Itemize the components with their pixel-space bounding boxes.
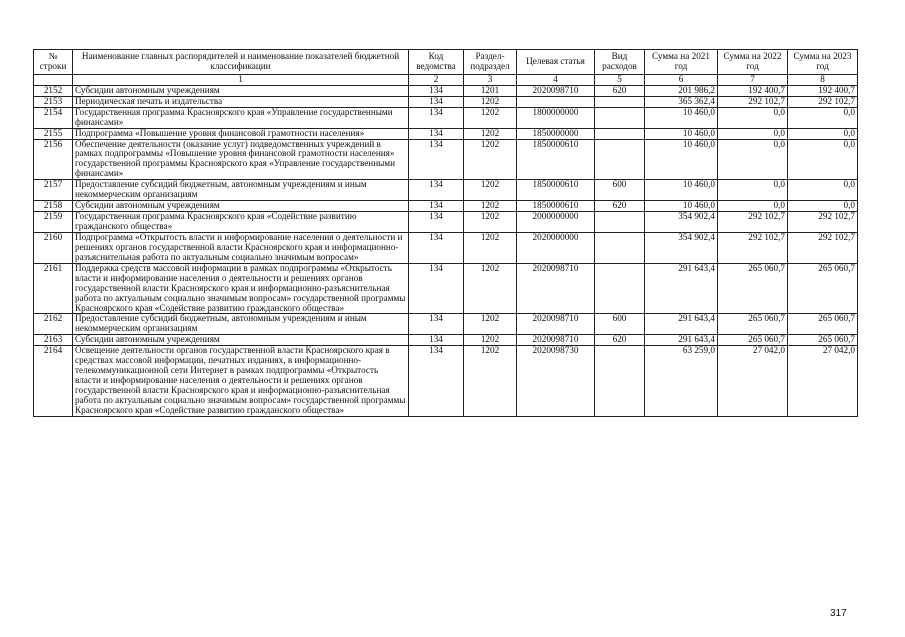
- row-number-cell: 2153: [34, 96, 73, 107]
- section-cell: 1202: [464, 201, 517, 212]
- target-article-cell: 1850000000: [517, 128, 595, 139]
- sum-2022-cell: 292 102,7: [718, 212, 788, 233]
- sum-2022-cell: 0,0: [718, 128, 788, 139]
- sum-2022-cell: 265 060,7: [718, 314, 788, 335]
- sum-2023-cell: 292 102,7: [788, 212, 858, 233]
- expense-type-cell: [595, 139, 645, 180]
- sum-2022-cell: 0,0: [718, 201, 788, 212]
- header-sum-2021: Сумма на 2021 год: [645, 50, 718, 75]
- dept-code-cell: 134: [409, 128, 464, 139]
- expense-type-cell: 600: [595, 314, 645, 335]
- sum-2022-cell: 292 102,7: [718, 232, 788, 263]
- sum-2023-cell: 192 400,7: [788, 85, 858, 96]
- sum-2023-cell: 0,0: [788, 180, 858, 201]
- target-article-cell: 1850000610: [517, 201, 595, 212]
- table-body: [34, 85, 858, 416]
- sum-2023-cell: 265 060,7: [788, 335, 858, 346]
- target-article-cell: 1800000000: [517, 107, 595, 128]
- section-cell: 1202: [464, 263, 517, 314]
- dept-code-cell: 134: [409, 96, 464, 107]
- sum-2023-cell: 0,0: [788, 201, 858, 212]
- sum-2021-cell: 291 643,4: [645, 314, 718, 335]
- column-number: 1: [73, 74, 409, 85]
- row-number-cell: 2157: [34, 180, 73, 201]
- row-number-cell: 2154: [34, 107, 73, 128]
- row-name-cell: Освещение деятельности органов государственной власти Красноярского края в средствах массовой информации, печатных изданиях, в информационно-телекоммуникационной сети Интернет в рамках подпрограммы «Открытость власти и информирование населения о деятельности и решениях органов государственной власти Красноярского края и информационно-разъяснительная работа по актуальным социально значимым вопросам» государственной программы Красноярского края «Содействие развитию гражданского общества»: [73, 346, 409, 417]
- row-name-cell: Периодическая печать и издательства: [73, 96, 409, 107]
- table-row: [34, 232, 858, 263]
- expense-type-cell: [595, 212, 645, 233]
- row-number-cell: 2162: [34, 314, 73, 335]
- expense-type-cell: [595, 96, 645, 107]
- sum-2022-cell: 0,0: [718, 139, 788, 180]
- dept-code-cell: 134: [409, 263, 464, 314]
- sum-2021-cell: 201 986,2: [645, 85, 718, 96]
- row-name-cell: Подпрограмма «Повышение уровня финансовой грамотности населения»: [73, 128, 409, 139]
- dept-code-cell: 134: [409, 85, 464, 96]
- table-row: [34, 96, 858, 107]
- sum-2022-cell: 265 060,7: [718, 335, 788, 346]
- column-number: 2: [409, 74, 464, 85]
- expense-type-cell: [595, 128, 645, 139]
- row-name-cell: Государственная программа Красноярского края «Управление государственными финансами»: [73, 107, 409, 128]
- section-cell: 1202: [464, 180, 517, 201]
- expense-type-cell: 620: [595, 335, 645, 346]
- header-row: [34, 50, 858, 75]
- row-name-cell: Предоставление субсидий бюджетным, автономным учреждениям и иным некоммерческим организациям: [73, 314, 409, 335]
- row-number-cell: 2164: [34, 346, 73, 417]
- row-name-cell: Поддержка средств массовой информации в рамках подпрограммы «Открытость власти и информирование населения о деятельности и решениях органов государственной власти Красноярского края и информационно-разъяснительная работа по актуальным социально значимым вопросам» государственной программы Красноярского края «Содействие развитию гражданского общества»: [73, 263, 409, 314]
- header-sum-2023: Сумма на 2023 год: [788, 50, 858, 75]
- sum-2023-cell: 0,0: [788, 128, 858, 139]
- section-cell: 1202: [464, 212, 517, 233]
- target-article-cell: 2020098710: [517, 263, 595, 314]
- section-cell: 1202: [464, 107, 517, 128]
- row-name-cell: Субсидии автономным учреждениям: [73, 335, 409, 346]
- section-cell: 1202: [464, 128, 517, 139]
- sum-2022-cell: 27 042,0: [718, 346, 788, 417]
- sum-2022-cell: 292 102,7: [718, 96, 788, 107]
- sum-2021-cell: 10 460,0: [645, 107, 718, 128]
- section-cell: 1202: [464, 139, 517, 180]
- header-name: Наименование главных распорядителей и наименование показателей бюджетной классификации: [73, 50, 409, 75]
- row-number-cell: 2155: [34, 128, 73, 139]
- sum-2023-cell: 292 102,7: [788, 232, 858, 263]
- sum-2023-cell: 265 060,7: [788, 263, 858, 314]
- sum-2021-cell: 354 902,4: [645, 232, 718, 263]
- column-number-row: [34, 74, 858, 85]
- target-article-cell: 2020098710: [517, 335, 595, 346]
- column-number: 7: [718, 74, 788, 85]
- dept-code-cell: 134: [409, 314, 464, 335]
- expense-type-cell: 600: [595, 180, 645, 201]
- column-number: 4: [517, 74, 595, 85]
- row-name-cell: Субсидии автономным учреждениям: [73, 201, 409, 212]
- sum-2021-cell: 354 902,4: [645, 212, 718, 233]
- target-article-cell: 2020098710: [517, 85, 595, 96]
- table-row: [34, 314, 858, 335]
- row-number-cell: 2163: [34, 335, 73, 346]
- expense-type-cell: [595, 263, 645, 314]
- row-number-cell: 2152: [34, 85, 73, 96]
- sum-2023-cell: 0,0: [788, 107, 858, 128]
- dept-code-cell: 134: [409, 107, 464, 128]
- table-row: [34, 107, 858, 128]
- sum-2021-cell: 365 362,4: [645, 96, 718, 107]
- column-number: [34, 74, 73, 85]
- sum-2021-cell: 10 460,0: [645, 128, 718, 139]
- target-article-cell: 2000000000: [517, 212, 595, 233]
- sum-2023-cell: 292 102,7: [788, 96, 858, 107]
- expense-type-cell: 620: [595, 85, 645, 96]
- section-cell: 1201: [464, 85, 517, 96]
- row-number-cell: 2161: [34, 263, 73, 314]
- row-name-cell: Обеспечение деятельности (оказание услуг) подведомственных учреждений в рамках подпрограммы «Повышение уровня финансовой грамотности населения» государственной программы Красноярского края «Управление государственными финансами»: [73, 139, 409, 180]
- sum-2022-cell: 192 400,7: [718, 85, 788, 96]
- dept-code-cell: 134: [409, 335, 464, 346]
- target-article-cell: 1850000610: [517, 180, 595, 201]
- table-row: [34, 201, 858, 212]
- column-number: 3: [464, 74, 517, 85]
- table-row: [34, 128, 858, 139]
- expense-type-cell: [595, 232, 645, 263]
- target-article-cell: 1850000610: [517, 139, 595, 180]
- expense-type-cell: 620: [595, 201, 645, 212]
- budget-table: [33, 49, 858, 417]
- header-target: Целевая статья: [517, 50, 595, 75]
- table-row: [34, 180, 858, 201]
- dept-code-cell: 134: [409, 139, 464, 180]
- section-cell: 1202: [464, 346, 517, 417]
- sum-2021-cell: 10 460,0: [645, 139, 718, 180]
- sum-2022-cell: 0,0: [718, 107, 788, 128]
- dept-code-cell: 134: [409, 212, 464, 233]
- table-row: [34, 85, 858, 96]
- target-article-cell: 2020098730: [517, 346, 595, 417]
- column-number: 8: [788, 74, 858, 85]
- column-number: 6: [645, 74, 718, 85]
- expense-type-cell: [595, 346, 645, 417]
- sum-2021-cell: 10 460,0: [645, 201, 718, 212]
- table-row: [34, 335, 858, 346]
- sum-2021-cell: 291 643,4: [645, 335, 718, 346]
- sum-2023-cell: 265 060,7: [788, 314, 858, 335]
- row-number-cell: 2158: [34, 201, 73, 212]
- dept-code-cell: 134: [409, 232, 464, 263]
- dept-code-cell: 134: [409, 201, 464, 212]
- header-section: Раздел-подраздел: [464, 50, 517, 75]
- target-article-cell: 2020000000: [517, 232, 595, 263]
- expense-type-cell: [595, 107, 645, 128]
- sum-2023-cell: 27 042,0: [788, 346, 858, 417]
- dept-code-cell: 134: [409, 346, 464, 417]
- row-name-cell: Предоставление субсидий бюджетным, автономным учреждениям и иным некоммерческим организациям: [73, 180, 409, 201]
- row-number-cell: 2160: [34, 232, 73, 263]
- sum-2022-cell: 265 060,7: [718, 263, 788, 314]
- sum-2021-cell: 10 460,0: [645, 180, 718, 201]
- section-cell: 1202: [464, 335, 517, 346]
- table-row: [34, 212, 858, 233]
- header-sum-2022: Сумма на 2022 год: [718, 50, 788, 75]
- sum-2022-cell: 0,0: [718, 180, 788, 201]
- header-row-number: № строки: [34, 50, 73, 75]
- row-number-cell: 2159: [34, 212, 73, 233]
- column-number: 5: [595, 74, 645, 85]
- header-dept-code: Код ведомства: [409, 50, 464, 75]
- table-row: [34, 346, 858, 417]
- row-name-cell: Государственная программа Красноярского края «Содействие развитию гражданского общества»: [73, 212, 409, 233]
- header-expense-type: Вид расходов: [595, 50, 645, 75]
- dept-code-cell: 134: [409, 180, 464, 201]
- table-row: [34, 139, 858, 180]
- section-cell: 1202: [464, 314, 517, 335]
- row-number-cell: 2156: [34, 139, 73, 180]
- target-article-cell: [517, 96, 595, 107]
- sum-2023-cell: 0,0: [788, 139, 858, 180]
- row-name-cell: Субсидии автономным учреждениям: [73, 85, 409, 96]
- section-cell: 1202: [464, 232, 517, 263]
- sum-2021-cell: 63 259,0: [645, 346, 718, 417]
- sum-2021-cell: 291 643,4: [645, 263, 718, 314]
- target-article-cell: 2020098710: [517, 314, 595, 335]
- table-row: [34, 263, 858, 314]
- row-name-cell: Подпрограмма «Открытость власти и информирование населения о деятельности и решениях органов государственной власти Красноярского края и информационно-разъяснительная работа по актуальным социально значимым вопросам»: [73, 232, 409, 263]
- section-cell: 1202: [464, 96, 517, 107]
- page-number: 317: [830, 608, 847, 619]
